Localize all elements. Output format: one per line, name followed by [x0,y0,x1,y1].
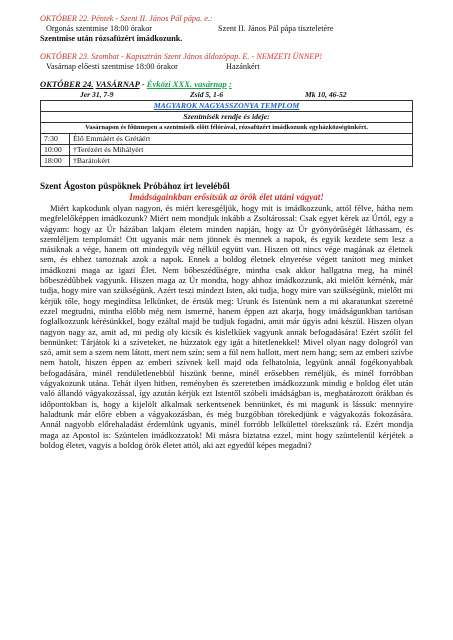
line-left: Szentmise után rózsafüzért imádkozunk. [40,34,183,43]
mass-schedule-table [40,100,413,167]
line-left: Orgonás szentmise 18:00 órakor [46,24,153,33]
sunday-name: Évközi XXX. vasárnap [146,79,227,89]
day-line [40,24,413,34]
article-title: Szent Ágoston püspöknek Próbához írt leveléből [40,181,230,191]
bulletin-page [40,14,413,450]
article-subtitle: Imádságainkban erősítsük az örök élet utáni vágyat! [129,192,324,202]
line-right: Hazánkért [226,62,260,71]
mass-time: 18:00 [41,156,70,167]
sunday-weekday: VASÁRNAP [95,79,140,89]
mass-intention: †Terézért és Mihályért [70,145,413,156]
holiday-label: NEMZETI ÜNNEP! [256,52,323,61]
reading-gospel: Mk 10, 46-52 [305,90,347,99]
day-friday [40,14,413,44]
day-line [40,62,413,72]
line-left: Vasárnap előesti szentmise 18:00 órakor [46,62,178,71]
schedule-notice: Vasárnapon és főünnepen a szentmisék előtt félórával, rózsafüzért imádkozunk egyházközségünkért. [41,123,413,134]
mass-intention: †Barátokért [70,156,413,167]
reading-first: Jer 31, 7-9 [80,90,114,99]
mass-time: 10:00 [41,145,70,156]
day-date: OKTÓBER 23. [40,52,90,61]
table-row [41,134,413,145]
day-feast: Kapisztrán Szent János áldozópap. E. [125,52,250,61]
day-line [40,34,413,44]
day-date: OKTÓBER 22. [40,14,90,23]
article-body: Miért kapkodunk olyan nagyon, és miért keresgéljük, hogy mit is imádkozzunk, attól félve, hátha nem megfelelőképpen imádkozunk? Miért nem mondjuk inkább a Zsoltárossal: Csak egyet kérek az Úrtól, egy a vágyam: hogy az Úr házában lakjam életem minden napján, hogy az Úr gyönyörűségét láthassam, és szemléljem templomát! Ott ugyanis már nem jönnek és mennek a napok, és egyik kezdete sem lesz a másiknak a vége, hanem ott mindegyik vég nélkül együtt van. Hiszen ott nincs vége magának az életnek sem, és ehhez tartoznak azok a napok. Ennek a boldog életnek elnyerése végett tanított meg minket imádkozni maga az igazi Élet. Nem bőbeszédűségre, mintha csak akkor hallgatna meg, ha minél bőbeszédűbbek vagyunk. Hiszen maga az Úr mondta, hogy ahhoz imádkozzunk, aki mielőtt kérnénk, már tudja, hogy mire van szükségünk. Azért teszi mindezt Isten, aki tudja, hogy mire van szükségünk, mielőtt mi kérjük tőle, hogy megindítsa lelkünket, de értsük meg: Urunk és Istenünk nem a mi akaratunkat szeretné ezzel megtudni, mintha előbb még nem ismerné, hanem éppen azt akarja, hogy imádságunkban tartósan foglalkozzunk kérésünkkel, hogy ezáltal majd be tudjuk fogadni, amit már úgyis adni készül. Hiszen olyan nagyon nagy az, amit ad, mi pedig oly kicsik és kislelkűek vagyunk annak befogadására! Ezért szólít fel bennünket: Tárjátok ki a szíveteket, ne húzzatok egy igát a hitetlenekkel! Mivel olyan nagy dologról van szó, amit sem a szem nem látott, mert nem szín; sem a fül nem hallott, mert nem hang; sem az emberi szívbe nem hatolt, hiszen éppen az emberi szívnek kell majd oda felhatolnia, legyünk annál fogékonyabbak befogadására, minél rendületlenebbül hiszünk benne, minél erősebben reméljük, és minél forróbban vágyakozunk utána. Tehát ilyen hitben, reményben és szeretetben imádkozzunk mindig e boldog élet után való állandó vágyakozással, így azután kérjük ezt Istentől szóbeli imádságban is, meghatározott órákban és időpontokban is, hogy a kijelölt alkalmak serkentsenek bennünket, és mi magunk is lássuk: mennyire haladtunk már előre ebben a vágyakozásban, és még buzgóbban törekedjünk e vágyakozás fokozására. Annál nagyobb előrehaladást érdemlünk ugyanis, minél forróbb lelkülettel törekszünk rá. Ezért mondja maga az Apostol is: Szüntelen imádkozzatok! Mi másra biztatna ezzel, mint hogy szüntelenül kérjétek a boldog életet, vagyis a boldog örök életet attól, aki azt egyedül képes megadni? [40,203,413,450]
table-row [41,156,413,167]
church-name: MAGYAROK NAGYASSZONYA TEMPLOM [41,101,413,112]
day-heading: OKTÓBER 23. Szombat - Kapisztrán Szent János áldozópap. E. - NEMZETI ÜNNEP! [40,52,323,61]
day-heading: OKTÓBER 22. Péntek - Szent II. János Pál pápa. e.: [40,14,213,23]
day-weekday: Péntek [91,14,114,23]
sunday-readings [40,90,413,100]
sunday-date: OKTÓBER 24. [40,79,94,89]
sunday-heading: OKTÓBER 24. VASÁRNAP - Évközi XXX. vasárnap : [40,79,232,89]
day-feast: Szent II. János Pál pápa. e.: [120,14,213,23]
day-weekday: Szombat [91,52,119,61]
mass-time: 7:30 [41,134,70,145]
reading-second: Zsid 5, 1-6 [190,90,224,99]
mass-intention: Élő Emmáért és Grétáért [70,134,413,145]
table-row [41,145,413,156]
day-saturday [40,52,413,72]
line-right: Szent II. János Pál pápa tiszteletére [218,24,334,33]
schedule-subheader: Szentmisék rendje és ideje: [41,112,413,123]
